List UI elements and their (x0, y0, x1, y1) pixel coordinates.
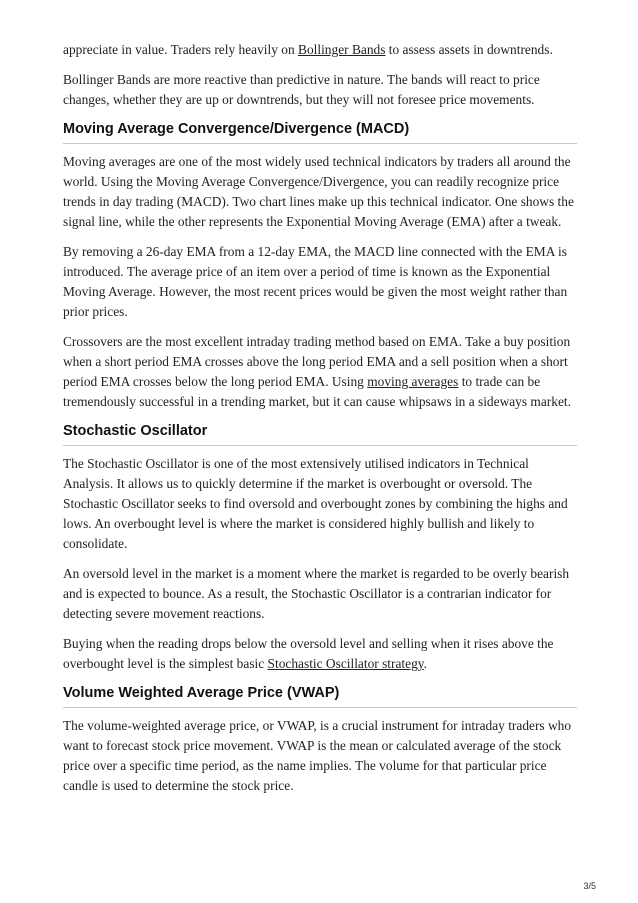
text-segment: Buying when the reading drops below the oversold level and selling when it rises above the overbought level is the simplest basic (63, 636, 554, 671)
text-segment: . (423, 656, 427, 671)
heading-stochastic-oscillator: Stochastic Oscillator (63, 422, 577, 446)
page-content (63, 40, 577, 806)
paragraph-bollinger-intro (63, 40, 577, 60)
text-segment: Crossovers are the most excellent intraday trading method based on EMA. Take a buy position when a short period EMA crosses above the long period EMA and a sell position when a short period EMA crosses below the long period EMA. Using (63, 334, 571, 389)
link-bollinger-bands[interactable]: Bollinger Bands (298, 42, 386, 57)
link-moving-averages[interactable]: moving averages (367, 374, 459, 389)
text-segment: appreciate in value. Traders rely heavily on (63, 42, 299, 57)
paragraph-stochastic-3 (63, 634, 577, 674)
page-number: 3/5 (583, 881, 596, 891)
paragraph-vwap-1: The volume-weighted average price, or VWAP, is a crucial instrument for intraday traders who want to forecast stock price movement. VWAP is the mean or calculated average of the stock price over a specific time period, as the name implies. The volume for that particular price candle is used to determine the stock price. (63, 718, 572, 793)
paragraph-macd-3 (63, 332, 577, 412)
paragraph-stochastic-2: An oversold level in the market is a moment where the market is regarded to be overly bearish and is expected to bounce. As a result, the Stochastic Oscillator is a contrarian indicator for detecting severe movement reactions. (63, 566, 570, 621)
paragraph-macd-2: By removing a 26-day EMA from a 12-day EMA, the MACD line connected with the EMA is introduced. The average price of an item over a period of time is known as the Exponential Moving Average. However, the most recent prices would be given the most weight rather than prior prices. (63, 244, 568, 319)
paragraph-macd-1: Moving averages are one of the most widely used technical indicators by traders all around the world. Using the Moving Average Convergence/Divergence, you can readily recognize price trends in day trading (MACD). Two chart lines make up this technical indicator. One shows the signal line, while the other represents the Exponential Moving Average (EMA) after a tweak. (63, 154, 574, 229)
text-segment: to trade can be tremendously successful in a trending market, but it can cause whipsaws in a sideways market. (63, 374, 571, 409)
paragraph-bollinger-reactive: Bollinger Bands are more reactive than predictive in nature. The bands will react to price changes, whether they are up or downtrends, but they will not foresee price movements. (63, 72, 540, 107)
heading-macd: Moving Average Convergence/Divergence (MACD) (63, 120, 577, 144)
text-segment: to assess assets in downtrends. (385, 42, 553, 57)
link-stochastic-oscillator-strategy[interactable]: Stochastic Oscillator strategy (267, 656, 424, 671)
heading-vwap: Volume Weighted Average Price (VWAP) (63, 684, 577, 708)
paragraph-stochastic-1: The Stochastic Oscillator is one of the most extensively utilised indicators in Technical Analysis. It allows us to quickly determine if the market is overbought or oversold. The Stochastic Oscillator seeks to find oversold and overbought zones by combining the highs and lows. An overbought level is where the market is considered highly bullish and likely to consolidate. (63, 456, 568, 551)
